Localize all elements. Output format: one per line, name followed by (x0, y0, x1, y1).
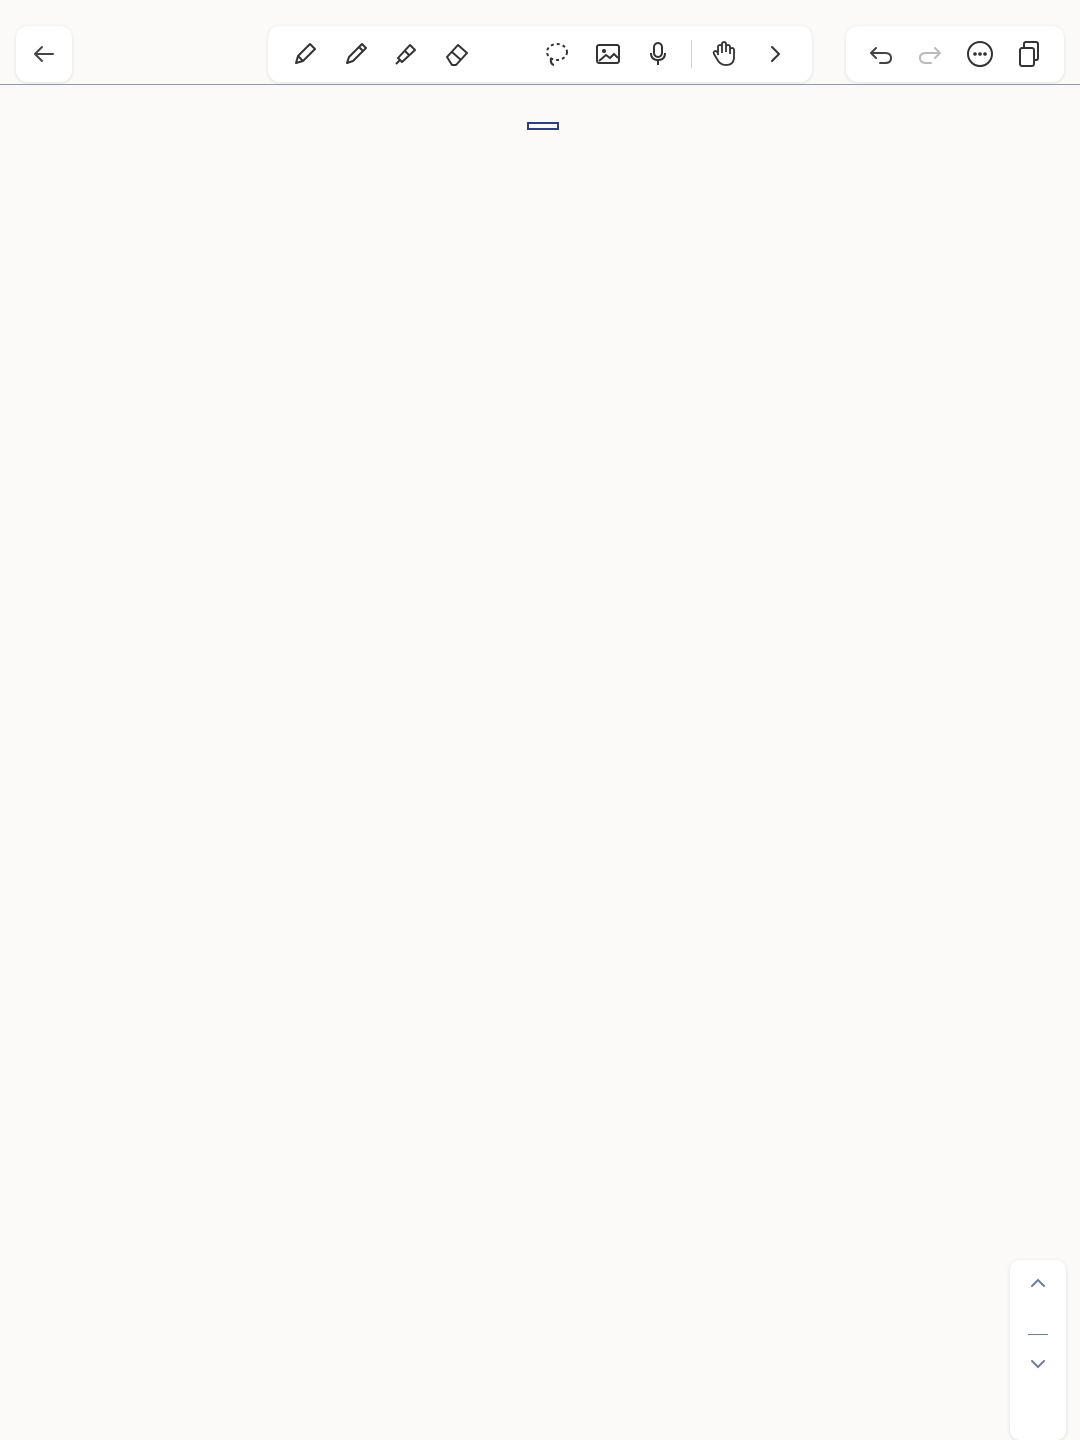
document-actions (846, 26, 1064, 82)
page-indicator (1010, 1260, 1066, 1440)
section-heading (527, 122, 559, 130)
microphone-icon[interactable] (640, 36, 676, 72)
text-tool-icon[interactable] (489, 36, 525, 72)
hand-icon[interactable] (706, 36, 742, 72)
chevron-right-icon[interactable] (757, 36, 793, 72)
section-heading-wrap (28, 98, 1058, 144)
toolbar-divider-line (0, 84, 1080, 85)
redo-icon[interactable] (912, 36, 948, 72)
page-divider (1028, 1334, 1048, 1335)
document-page (28, 86, 1058, 144)
back-button[interactable] (16, 26, 72, 82)
lasso-icon[interactable] (539, 36, 575, 72)
image-icon[interactable] (590, 36, 626, 72)
more-icon[interactable] (962, 36, 998, 72)
chevron-up-icon[interactable] (1027, 1272, 1049, 1300)
pages-icon[interactable] (1011, 36, 1047, 72)
pen-icon[interactable] (287, 36, 323, 72)
pencil-icon[interactable] (338, 36, 374, 72)
undo-icon[interactable] (863, 36, 899, 72)
toolbar-divider (691, 40, 692, 68)
back-arrow-icon (26, 36, 62, 72)
chevron-down-icon[interactable] (1027, 1353, 1049, 1381)
highlighter-icon[interactable] (388, 36, 424, 72)
eraser-icon[interactable] (439, 36, 475, 72)
tool-palette (268, 26, 812, 82)
